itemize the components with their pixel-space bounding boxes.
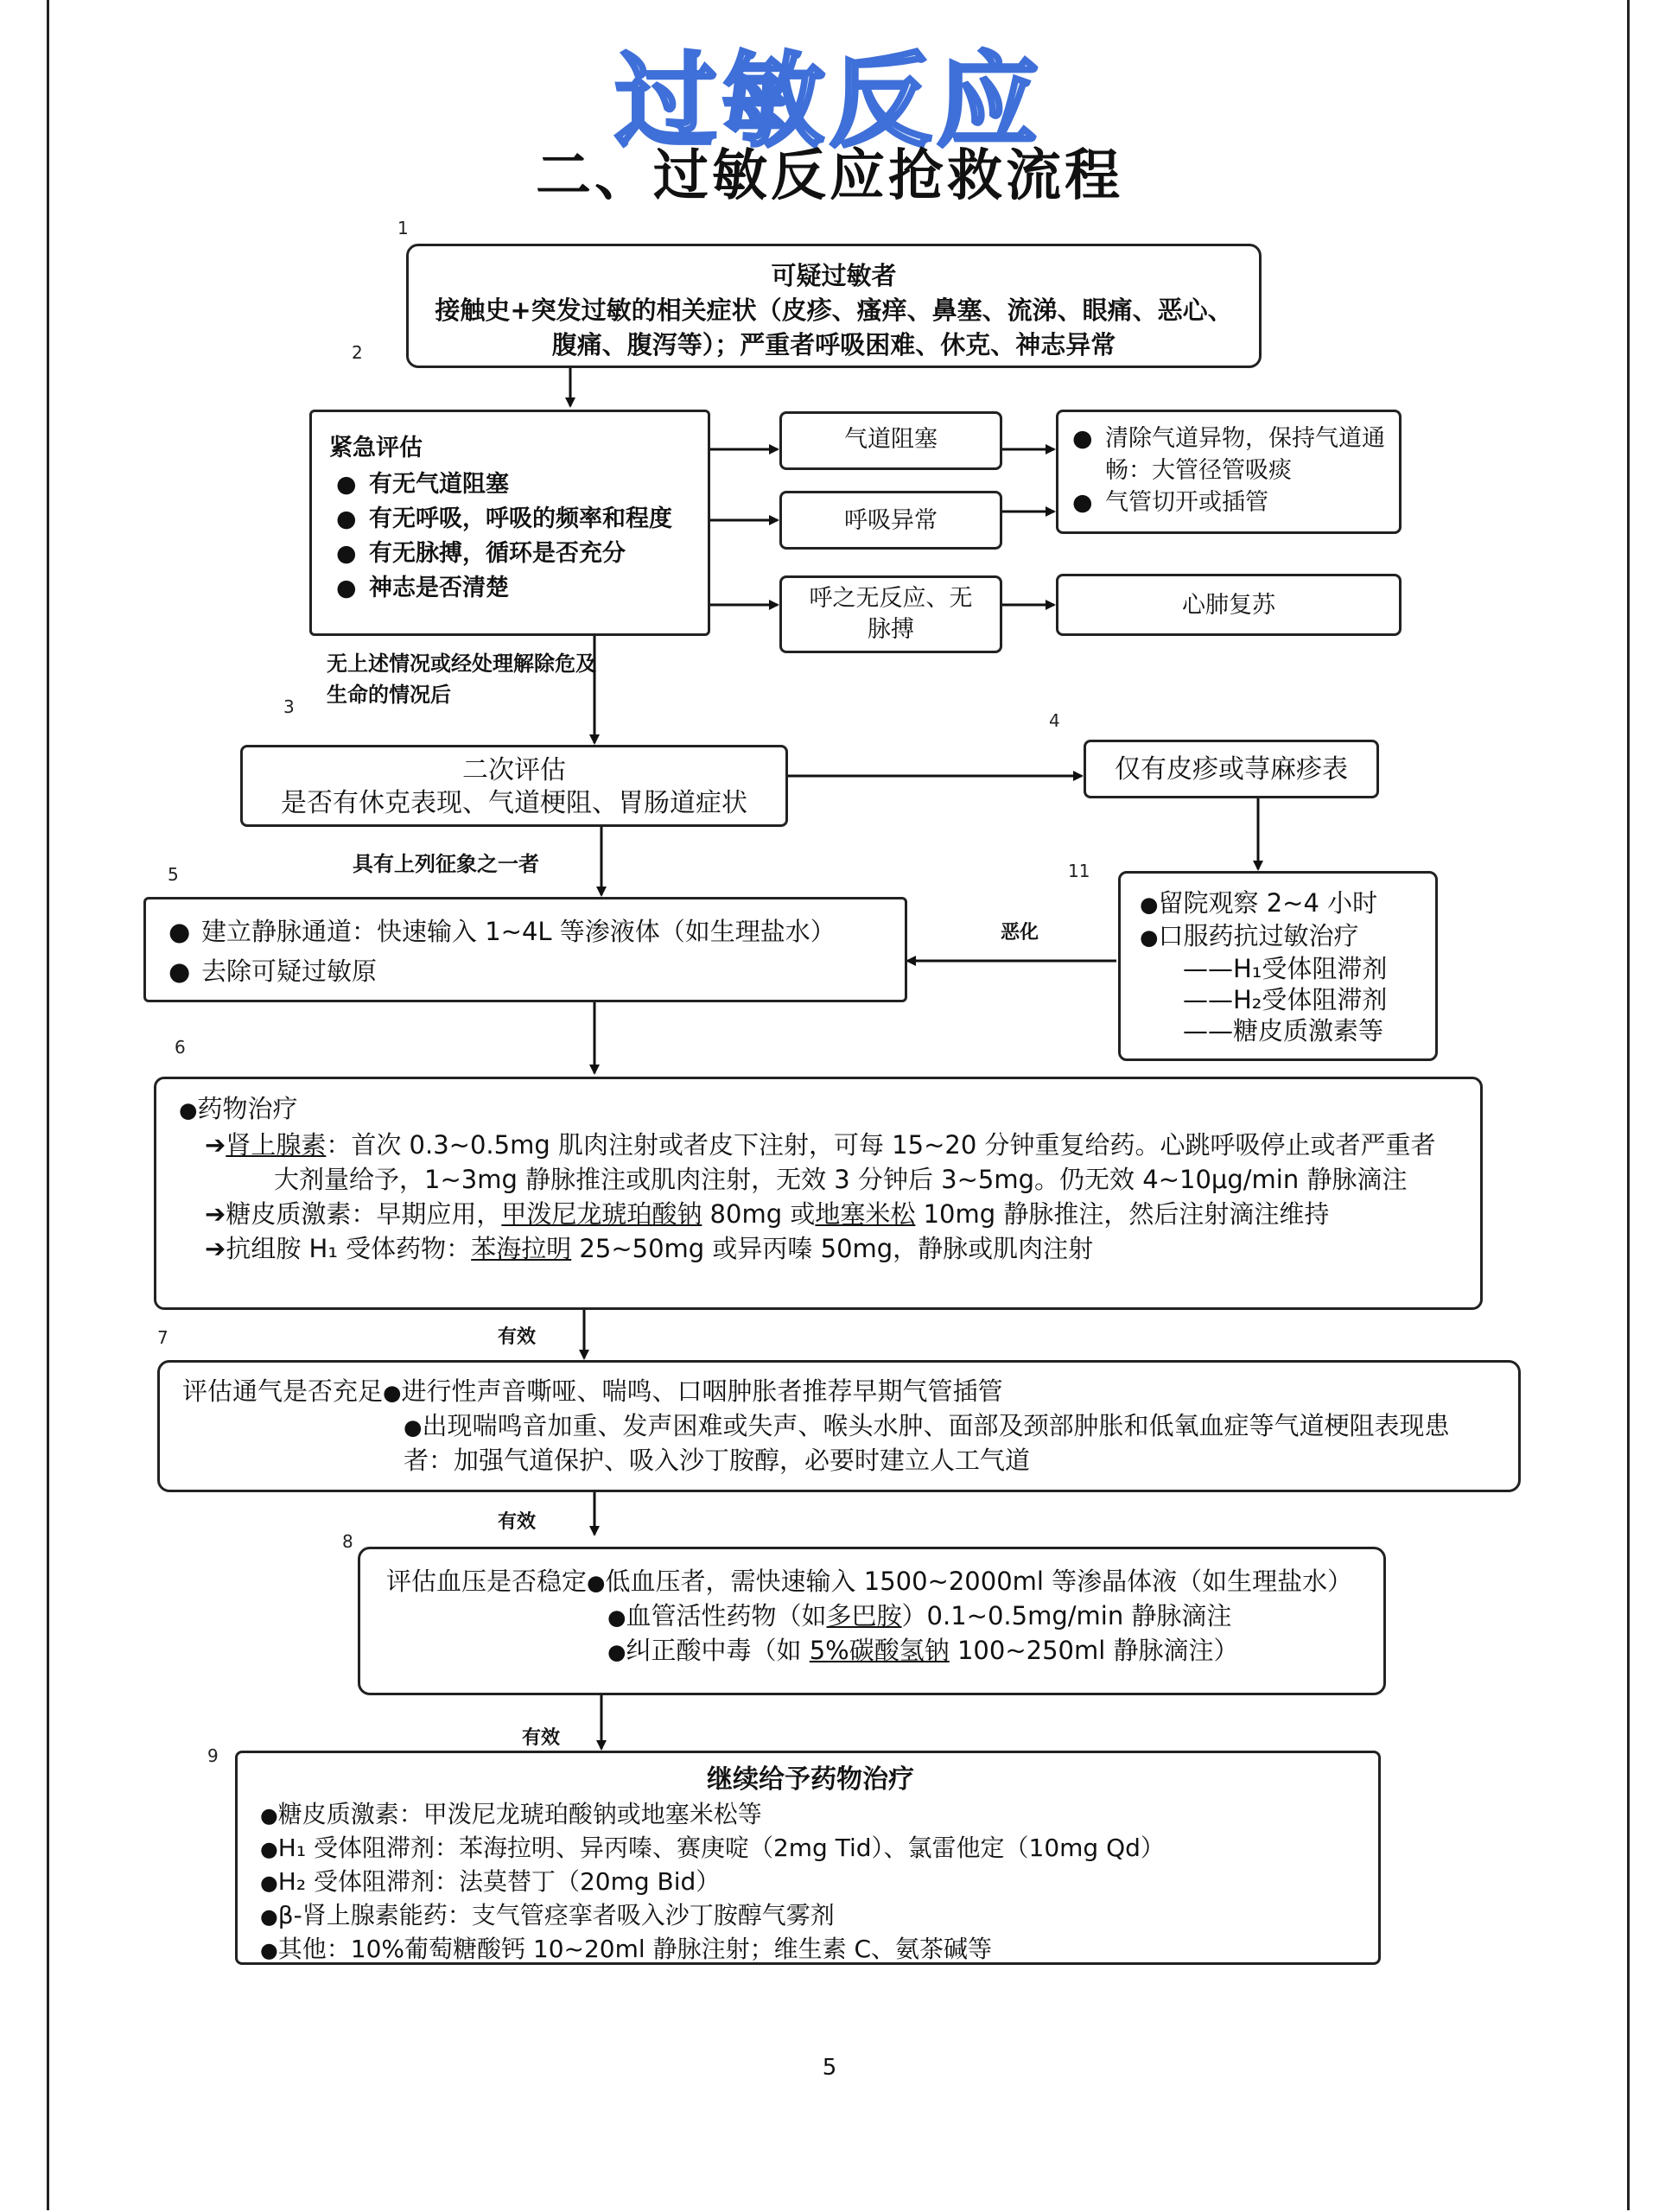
note-worsen: 恶化 bbox=[1001, 922, 1039, 944]
airway-action-clear: ● 清除气道异物，保持气道通畅：大管径管吸痰 bbox=[1065, 423, 1387, 486]
bp-item-hypotension: 评估血压是否稳定●低血压者，需快速输入 1500~2000ml 等渗晶体液（如生理盐水） bbox=[386, 1567, 1353, 1596]
ventilation-item-1: 评估通气是否充足●进行性声音嘶哑、喘鸣、口咽肿胀者推荐早期气管插管 bbox=[182, 1376, 1003, 1406]
node-suspected-allergy-text: 接触史+突发过敏的相关症状（皮疹、瘙痒、鼻塞、流涕、眼痛、恶心、腹痛、腹泻等）；严重者呼吸困难、休克、神志异常 bbox=[435, 296, 1233, 359]
continue-item-steroid: ●糖皮质激素：甲泼尼龙琥珀酸钠或地塞米松等 bbox=[260, 1800, 762, 1828]
drug-antihistamine: ➔抗组胺 H₁ 受体药物：苯海拉明 25~50mg 或异丙嗪 50mg，静脉或肌肉注射 bbox=[205, 1234, 1094, 1263]
drug-steroid: ➔糖皮质激素：早期应用，甲泼尼龙琥珀酸钠 80mg 或地塞米松 10mg 静脉推注，然后注射滴注维持 bbox=[205, 1199, 1330, 1229]
node-airway-obstruction: 气道阻塞 bbox=[779, 411, 1002, 470]
node-drug-therapy bbox=[154, 1077, 1483, 1310]
assessment-item-consciousness: ● 神志是否清楚 bbox=[329, 571, 690, 606]
note-effective-1: 有效 bbox=[498, 1326, 537, 1348]
node-emergency-assessment-title: 紧急评估 bbox=[329, 435, 423, 461]
step-number-2: 2 bbox=[352, 342, 363, 363]
node-suspected-allergy bbox=[406, 244, 1262, 368]
ventilation-content bbox=[182, 1375, 1496, 1477]
iv-access-remove-allergen: ● 去除可疑过敏原 bbox=[162, 951, 893, 991]
node-observation bbox=[1118, 871, 1438, 1061]
node-suspected-allergy-title: 可疑过敏者 bbox=[771, 261, 897, 290]
observation-sub-h1: ——H₁受体阻滞剂 bbox=[1183, 954, 1388, 983]
blood-pressure-content bbox=[386, 1565, 1366, 1669]
node-secondary-assessment-text: 是否有休克表现、气道梗阻、胃肠道症状 bbox=[281, 788, 747, 818]
step-number-5: 5 bbox=[168, 864, 179, 885]
iv-access-fluids: ● 建立静脉通道：快速输入 1~4L 等渗液体（如生理盐水） bbox=[162, 912, 893, 951]
note-effective-3: 有效 bbox=[522, 1727, 561, 1749]
continue-item-beta: ●β-肾上腺素能药：支气管痉挛者吸入沙丁胺醇气雾剂 bbox=[260, 1901, 835, 1929]
page-subtitle: 二、过敏反应抢救流程 bbox=[536, 144, 1123, 208]
continue-therapy-list bbox=[260, 1798, 1361, 1967]
node-cpr: 心肺复苏 bbox=[1056, 574, 1402, 636]
bp-item-acidosis: ●纠正酸中毒（如 5%碳酸氢钠 100~250ml 静脉滴注） bbox=[607, 1636, 1239, 1665]
node-continue-therapy bbox=[235, 1751, 1381, 1965]
note-after-assessment: 无上述情况或经处理解除危及生命的情况后 bbox=[327, 652, 596, 707]
observation-sub-h2: ——H₂受体阻滞剂 bbox=[1183, 985, 1388, 1014]
node-secondary-assessment-title: 二次评估 bbox=[462, 755, 566, 785]
node-breathing-abnormal: 呼吸异常 bbox=[779, 491, 1002, 550]
node-emergency-assessment bbox=[309, 410, 710, 636]
observation-list bbox=[1140, 887, 1427, 1046]
assessment-item-breathing: ● 有无呼吸，呼吸的频率和程度 bbox=[329, 502, 690, 537]
page-title: 过敏反应 bbox=[614, 41, 1044, 161]
step-number-9: 9 bbox=[207, 1745, 219, 1766]
node-airway-action bbox=[1056, 410, 1402, 534]
assessment-item-pulse: ● 有无脉搏，循环是否充分 bbox=[329, 537, 690, 571]
airway-action-list bbox=[1065, 423, 1387, 518]
node-ventilation bbox=[157, 1360, 1521, 1492]
step-number-7: 7 bbox=[157, 1327, 168, 1348]
node-blood-pressure bbox=[358, 1547, 1386, 1695]
emergency-assessment-list bbox=[329, 467, 690, 606]
ventilation-item-2: ●出现喘鸣音加重、发声困难或失声、喉头水肿、面部及颈部肿胀和低氧血症等气道梗阻表现患者：加强气道保护、吸入沙丁胺醇，必要时建立人工气道 bbox=[404, 1411, 1450, 1475]
node-secondary-assessment bbox=[240, 745, 788, 827]
continue-item-h2: ●H₂ 受体阻滞剂：法莫替丁（20mg Bid） bbox=[260, 1867, 721, 1896]
airway-action-intubate: ● 气管切开或插管 bbox=[1065, 486, 1387, 518]
bp-item-vasoactive: ●血管活性药物（如多巴胺）0.1~0.5mg/min 静脉滴注 bbox=[607, 1601, 1232, 1630]
assessment-item-airway: ● 有无气道阻塞 bbox=[329, 467, 690, 502]
observation-item-oral: ●口服药抗过敏治疗 bbox=[1140, 921, 1359, 950]
page-number: 5 bbox=[822, 2055, 837, 2081]
drug-therapy-title: ●药物治疗 bbox=[179, 1094, 298, 1123]
step-number-6: 6 bbox=[175, 1037, 186, 1058]
step-number-3: 3 bbox=[283, 696, 295, 717]
step-number-4: 4 bbox=[1049, 710, 1060, 731]
continue-item-other: ●其他：10%葡萄糖酸钙 10~20ml 静脉注射；维生素 C、氨茶碱等 bbox=[260, 1935, 993, 1963]
step-number-1: 1 bbox=[397, 218, 409, 238]
iv-access-list bbox=[162, 912, 893, 991]
node-skin-only: 仅有皮疹或荨麻疹表 bbox=[1084, 740, 1379, 798]
continue-item-h1: ●H₁ 受体阻滞剂：苯海拉明、异丙嗪、赛庚啶（2mg Tid）、氯雷他定（10mg Qd） bbox=[260, 1834, 1165, 1862]
node-iv-access bbox=[143, 897, 907, 1002]
node-no-response: 呼之无反应、无脉搏 bbox=[779, 575, 1002, 653]
drug-adrenaline: ➔肾上腺素：首次 0.3~0.5mg 肌肉注射或者皮下注射，可每 15~20 分钟重复给药。心跳呼吸停止或者严重者大剂量给予，1~3mg 静脉推注或肌肉注射，无效 3 分钟后 3~5mg。仍无效 4~10μg/min 静脉滴注 bbox=[205, 1130, 1436, 1194]
observation-sub-steroid: ——糖皮质激素等 bbox=[1183, 1016, 1384, 1046]
observation-item-stay: ●留院观察 2~4 小时 bbox=[1140, 888, 1378, 918]
note-effective-2: 有效 bbox=[498, 1511, 537, 1533]
continue-therapy-title: 继续给予药物治疗 bbox=[707, 1764, 914, 1795]
drug-therapy-content bbox=[179, 1091, 1459, 1266]
note-signs-present: 具有上列征象之一者 bbox=[353, 852, 539, 876]
step-number-11: 11 bbox=[1068, 861, 1090, 881]
step-number-8: 8 bbox=[342, 1531, 353, 1552]
